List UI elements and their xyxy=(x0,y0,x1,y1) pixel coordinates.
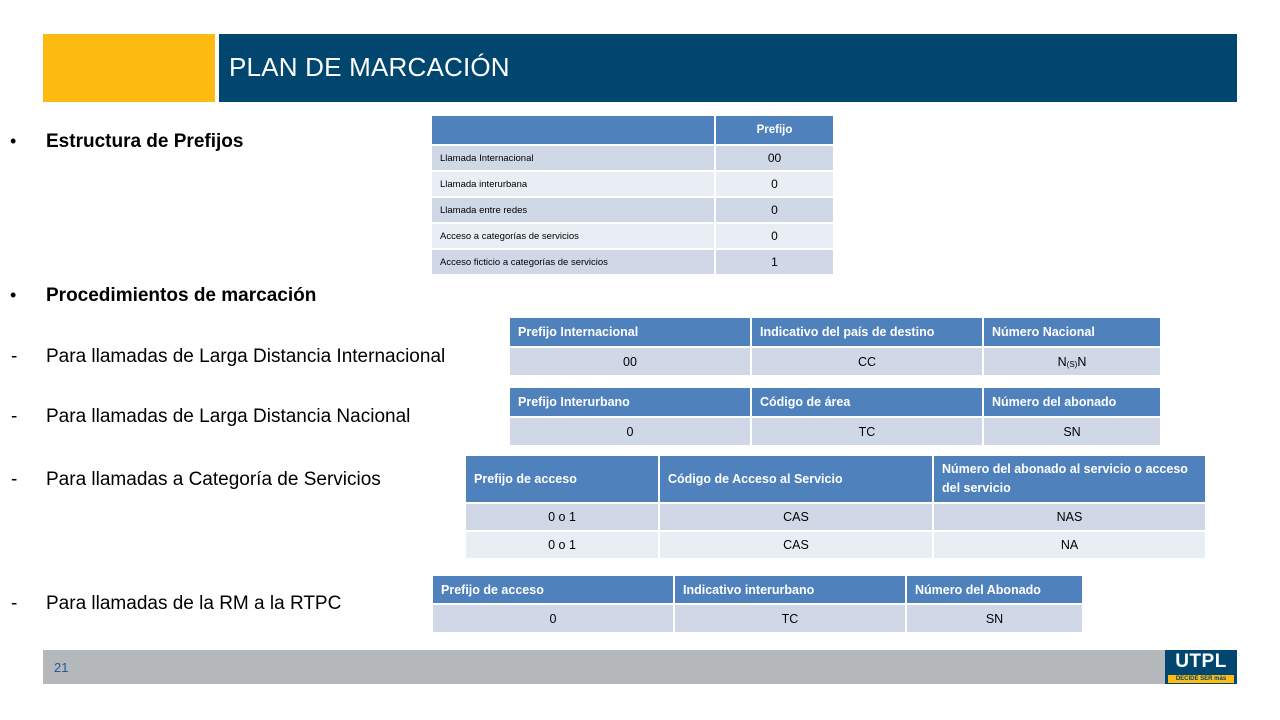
table-cell: NAS xyxy=(933,503,1206,531)
table-cell: 00 xyxy=(509,347,751,376)
table-header-cell xyxy=(431,115,715,145)
table-header-cell: Prefijo de acceso xyxy=(465,455,659,503)
bullet: • xyxy=(10,285,17,305)
table-cell: CAS xyxy=(659,531,933,559)
header-accent-block xyxy=(43,34,215,102)
list-item-rm-rtpc: Para llamadas de la RM a la RTPC xyxy=(46,593,342,614)
table-header-cell: Indicativo del país de destino xyxy=(751,317,983,347)
dash: - xyxy=(11,593,18,614)
table-row xyxy=(431,197,834,223)
service-dialing-table xyxy=(464,454,1207,560)
table-header-cell: Número del abonado xyxy=(983,387,1161,417)
table-cell: Llamada entre redes xyxy=(431,197,715,223)
table-cell: CC xyxy=(751,347,983,376)
table-cell: 1 xyxy=(715,249,834,275)
dash: - xyxy=(11,469,18,490)
national-dialing-table xyxy=(508,386,1162,447)
national-number-s: (S) xyxy=(1066,359,1078,369)
heading-dialing-procedures: Procedimientos de marcación xyxy=(46,285,317,306)
dash: - xyxy=(11,346,18,367)
table-row xyxy=(432,604,1083,633)
table-header-cell: Número Nacional xyxy=(983,317,1161,347)
table-row xyxy=(465,531,1206,559)
list-item-services: Para llamadas a Categoría de Servicios xyxy=(46,469,381,490)
list-item-intl: Para llamadas de Larga Distancia Internacional xyxy=(46,346,446,367)
table-header-cell: Código de Acceso al Servicio xyxy=(659,455,933,503)
table-header-cell: Número del Abonado xyxy=(906,575,1083,604)
table-cell: 00 xyxy=(715,145,834,171)
table-header-cell: Prefijo Interurbano xyxy=(509,387,751,417)
table-cell: NA xyxy=(933,531,1206,559)
utpl-logo-tagline: DECIDE SER más xyxy=(1175,676,1227,682)
page-number: 21 xyxy=(54,660,69,675)
intl-dialing-table xyxy=(508,316,1162,377)
table-cell: TC xyxy=(674,604,906,633)
table-cell: TC xyxy=(751,417,983,446)
bullet: • xyxy=(10,131,17,151)
table-row xyxy=(431,171,834,197)
national-number-n: N xyxy=(1057,354,1067,369)
table-cell: Llamada interurbana xyxy=(431,171,715,197)
table-header-cell: Indicativo interurbano xyxy=(674,575,906,604)
table-cell xyxy=(983,347,1161,376)
table-cell: 0 o 1 xyxy=(465,531,659,559)
table-cell: SN xyxy=(983,417,1161,446)
table-cell: 0 o 1 xyxy=(465,503,659,531)
table-header-cell: Código de área xyxy=(751,387,983,417)
prefix-table xyxy=(430,114,835,276)
table-cell: Acceso ficticio a categorías de servicios xyxy=(431,249,715,275)
table-header-cell: Prefijo de acceso xyxy=(432,575,674,604)
table-header-cell: Prefijo xyxy=(715,115,834,145)
table-row xyxy=(431,249,834,275)
table-cell: 0 xyxy=(715,197,834,223)
table-row xyxy=(431,145,834,171)
table-cell: 0 xyxy=(715,223,834,249)
table-cell: SN xyxy=(906,604,1083,633)
dash: - xyxy=(11,406,18,427)
table-row xyxy=(431,223,834,249)
table-cell: 0 xyxy=(509,417,751,446)
list-item-national: Para llamadas de Larga Distancia Nacional xyxy=(46,406,411,427)
table-row xyxy=(509,417,1161,446)
national-number-n2: N xyxy=(1077,354,1087,369)
heading-prefix-structure: Estructura de Prefijos xyxy=(46,131,244,152)
table-row xyxy=(465,503,1206,531)
rm-rtpc-dialing-table xyxy=(431,574,1084,634)
table-cell: CAS xyxy=(659,503,933,531)
table-cell: Acceso a categorías de servicios xyxy=(431,223,715,249)
table-row xyxy=(509,347,1161,376)
table-cell: 0 xyxy=(432,604,674,633)
table-cell: Llamada Internacional xyxy=(431,145,715,171)
footer-bar xyxy=(43,650,1237,684)
table-header-cell: Prefijo Internacional xyxy=(509,317,751,347)
table-cell: 0 xyxy=(715,171,834,197)
page-title: PLAN DE MARCACIÓN xyxy=(229,52,510,82)
table-header-cell: Número del abonado al servicio o acceso del servicio xyxy=(933,455,1206,503)
utpl-logo-text: UTPL xyxy=(1175,651,1227,672)
